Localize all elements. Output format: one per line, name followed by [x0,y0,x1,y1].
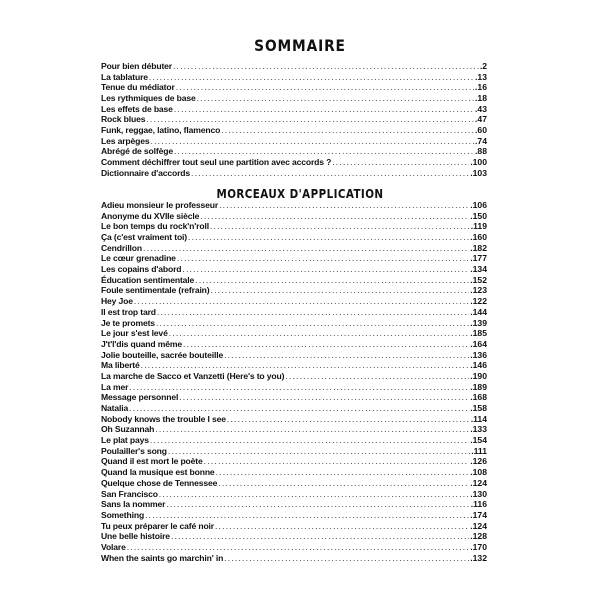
toc-entry-page: .152 [470,274,487,285]
toc-entry-page: .88 [475,146,487,157]
toc-entry-page: .136 [470,349,487,360]
toc-entry-page: .139 [470,317,487,328]
toc-entry [101,510,487,521]
toc-entry-title: Il est trop tard [101,306,156,317]
toc-dot-leader [224,553,469,564]
toc-entry-title: Anonyme du XVIIe siècle [101,210,200,221]
toc-entry-title: Nobody knows the trouble I see [101,413,226,424]
toc-entry-title: Rock blues [101,114,146,125]
toc-entry-page: .146 [470,360,487,371]
toc-entry-title: La mer [101,381,129,392]
toc-entry-page: .160 [470,232,487,243]
toc-dot-leader [332,157,469,168]
toc-entry-title: Tenue du médiator [101,82,175,93]
toc-entry-title: La marche de Sacco et Vanzetti (Here's to you) [101,371,285,381]
toc-entry-page: .124 [470,520,487,531]
toc-entry [101,61,487,72]
toc-entry-page: .133 [470,424,487,435]
toc-entry-title: San Francisco [101,488,158,499]
toc-entry-title: Message personnel [101,392,179,403]
toc-entry [101,136,487,147]
toc-entry-title: Les rythmiques de base [101,93,196,104]
toc-entry-page: .177 [470,253,487,264]
toc-entry-page: .123 [470,285,487,296]
toc-entry-page: .150 [470,210,487,221]
toc-entry-page: .168 [470,392,487,403]
toc-dot-leader [146,114,474,125]
toc-entry [101,104,487,115]
toc-dot-leader [171,531,469,542]
toc-dot-leader [177,253,469,264]
toc-dot-leader [188,232,469,243]
toc-entry-page: .182 [470,242,487,253]
toc-dot-leader [145,510,469,521]
toc-entry [101,382,487,393]
toc-entry-title: Le cœur grenadine [101,253,176,264]
toc-dot-leader [166,499,469,510]
toc-entry-title: Natalia [101,403,129,414]
toc-entry-page: .100 [470,157,487,168]
toc-entry-page: .130 [470,488,487,499]
toc-entry [101,489,487,500]
toc-dot-leader [149,72,474,83]
toc-entry-page: .122 [470,296,487,307]
toc-entry [101,414,487,425]
toc-entry [101,93,487,104]
toc-dot-leader [168,446,470,457]
toc-entry [101,435,487,446]
toc-entry-title: J't'l'dis quand même [101,338,182,349]
toc-dot-leader [127,542,470,553]
toc-entry [101,531,487,542]
toc-dot-leader [182,264,469,275]
toc-entry-title: Sans la nommer [101,499,166,510]
toc-entry-title: Jolie bouteille, sacrée bouteille [101,349,224,360]
toc-entry [101,286,487,297]
toc-dot-leader [129,403,469,414]
toc-entry-title: Le bon temps du rock'n'roll [101,221,209,232]
toc-entry [101,200,487,211]
toc-entry-page: .170 [470,542,487,552]
toc-entry-title: Something [101,509,145,520]
toc-entry-page: .13 [475,71,487,82]
toc-entry-title: Abrégé de solfège [101,146,173,157]
toc-entry [101,339,487,350]
toc-entry [101,253,487,264]
toc-entry-page: .128 [470,531,487,542]
toc-entry [101,542,487,553]
toc-dot-leader [191,168,469,179]
toc-entry-page: .16 [475,82,487,93]
toc-entry [101,392,487,403]
toc-entry-page: .103 [470,167,487,178]
toc-entry [101,499,487,510]
toc-entry [101,328,487,339]
toc-entry [101,553,487,564]
toc-entry [101,125,487,136]
toc-entry-page: .185 [470,328,487,339]
toc-entry-page: .116 [470,499,487,510]
toc-entry [101,243,487,254]
toc-entry-title: Dictionnaire d'accords [101,167,191,178]
toc-dot-leader [210,221,470,232]
toc-dot-leader [151,136,475,147]
toc-entry-title: Éducation sentimentale [101,274,195,285]
toc-dot-leader [200,211,469,222]
toc-entry-page: .43 [475,103,487,114]
toc-entry-title: Ça (c'est vraiment toi) [101,232,187,243]
toc-dot-leader [219,200,469,211]
toc-dot-leader [174,147,474,158]
toc-entry-title: Hey Joe [101,296,133,307]
toc-entry-page: .158 [470,403,487,414]
toc-entry-page: .124 [470,477,487,488]
toc-entry [101,307,487,318]
toc-entry-title: Cendrillon [101,242,142,253]
toc-entry-page: .18 [475,93,487,104]
toc-entry [101,424,487,435]
songs-contents-list [101,200,487,563]
toc-entry-title: Comment déchiffrer tout seul une partition avec accords ? [101,157,332,168]
toc-entry-page: .119 [470,221,487,232]
toc-entry-title: Tu peux préparer le café noir [101,520,214,531]
toc-entry-title: Le plat pays [101,435,149,446]
toc-entry-page: .174 [470,509,487,520]
toc-dot-leader [221,125,474,136]
toc-dot-leader [227,414,470,425]
toc-entry [101,478,487,489]
toc-entry [101,221,487,232]
toc-dot-leader [216,467,470,478]
toc-entry-title: Funk, reggae, latino, flamenco [101,125,221,136]
toc-entry-page: .114 [470,413,487,424]
toc-dot-leader [157,307,469,318]
toc-entry-title: Oh Suzannah [101,424,155,435]
toc-entry-title: Pour bien débuter [101,61,172,71]
toc-entry [101,296,487,307]
toc-entry-title: Les copains d'abord [101,264,182,275]
toc-entry [101,264,487,275]
toc-entry-title: Quelque chose de Tennessee [101,477,218,488]
toc-entry-page: .189 [470,381,487,392]
toc-entry-title: Volare [101,542,126,552]
toc-dot-leader [174,104,474,115]
toc-dot-leader [285,371,469,382]
toc-dot-leader [224,350,469,361]
toc-entry [101,318,487,329]
toc-entry [101,232,487,243]
toc-entry [101,157,487,168]
toc-dot-leader [156,318,469,329]
toc-dot-leader [169,328,470,339]
toc-entry [101,371,487,382]
toc-dot-leader [218,478,469,489]
toc-entry [101,211,487,222]
toc-entry-title: Les arpèges [101,135,150,146]
toc-entry-page: .126 [470,456,487,467]
toc-entry-page: .106 [470,200,487,210]
toc-entry-page: .164 [470,338,487,349]
toc-dot-leader [197,93,474,104]
toc-entry [101,446,487,457]
toc-entry-page: .190 [470,371,487,381]
toc-entry [101,350,487,361]
toc-entry-title: La tablature [101,71,148,82]
toc-entry [101,147,487,158]
toc-entry [101,114,487,125]
toc-dot-leader [215,521,469,532]
toc-dot-leader [150,435,469,446]
toc-dot-leader [129,382,469,393]
section-title-songs: MORCEAUX D'APPLICATION [216,187,384,201]
toc-entry [101,467,487,478]
toc-dot-leader [195,275,469,286]
toc-dot-leader [176,82,474,93]
toc-dot-leader [143,243,469,254]
toc-entry-page: .60 [475,125,487,136]
toc-entry-title: Quand il est mort le poète [101,456,203,467]
toc-entry-page: .111 [471,445,487,456]
toc-dot-leader [134,296,469,307]
toc-entry-title: Les effets de base [101,103,173,114]
toc-entry-title: Je te promets [101,317,155,328]
toc-entry [101,82,487,93]
toc-entry-page: .154 [470,435,487,446]
toc-entry-page: .144 [470,306,487,317]
toc-entry-title: Adieu monsieur le professeur [101,200,219,210]
toc-dot-leader [183,339,469,350]
toc-dot-leader [204,457,470,468]
page-title: SOMMAIRE [254,36,346,55]
toc-entry-title: Ma liberté [101,360,140,371]
toc-entry-page: .74 [475,135,487,146]
toc-entry [101,275,487,286]
toc-entry [101,360,487,371]
toc-entry-page: .132 [470,552,487,563]
toc-entry [101,168,487,179]
toc-entry-title: Le jour s'est levé [101,328,168,339]
toc-entry-page: .108 [470,467,487,478]
toc-entry-page: .2 [479,61,487,71]
toc-entry [101,457,487,468]
toc-dot-leader [159,489,469,500]
toc-entry-page: .47 [475,114,487,125]
toc-entry-title: Quand la musique est bonne [101,467,215,478]
main-contents-list [101,61,487,179]
toc-dot-leader [179,392,469,403]
toc-entry-title: When the saints go marchin' in [101,552,224,563]
toc-dot-leader [173,61,479,72]
toc-dot-leader [155,424,469,435]
toc-entry-title: Une belle histoire [101,531,170,542]
toc-entry [101,521,487,532]
toc-entry [101,403,487,414]
toc-entry [101,72,487,83]
toc-entry-title: Foule sentimentale (refrain) [101,285,210,296]
toc-dot-leader [211,286,470,297]
toc-entry-page: .134 [470,264,487,275]
toc-dot-leader [141,360,470,371]
toc-entry-title: Poulailler's song [101,445,167,456]
